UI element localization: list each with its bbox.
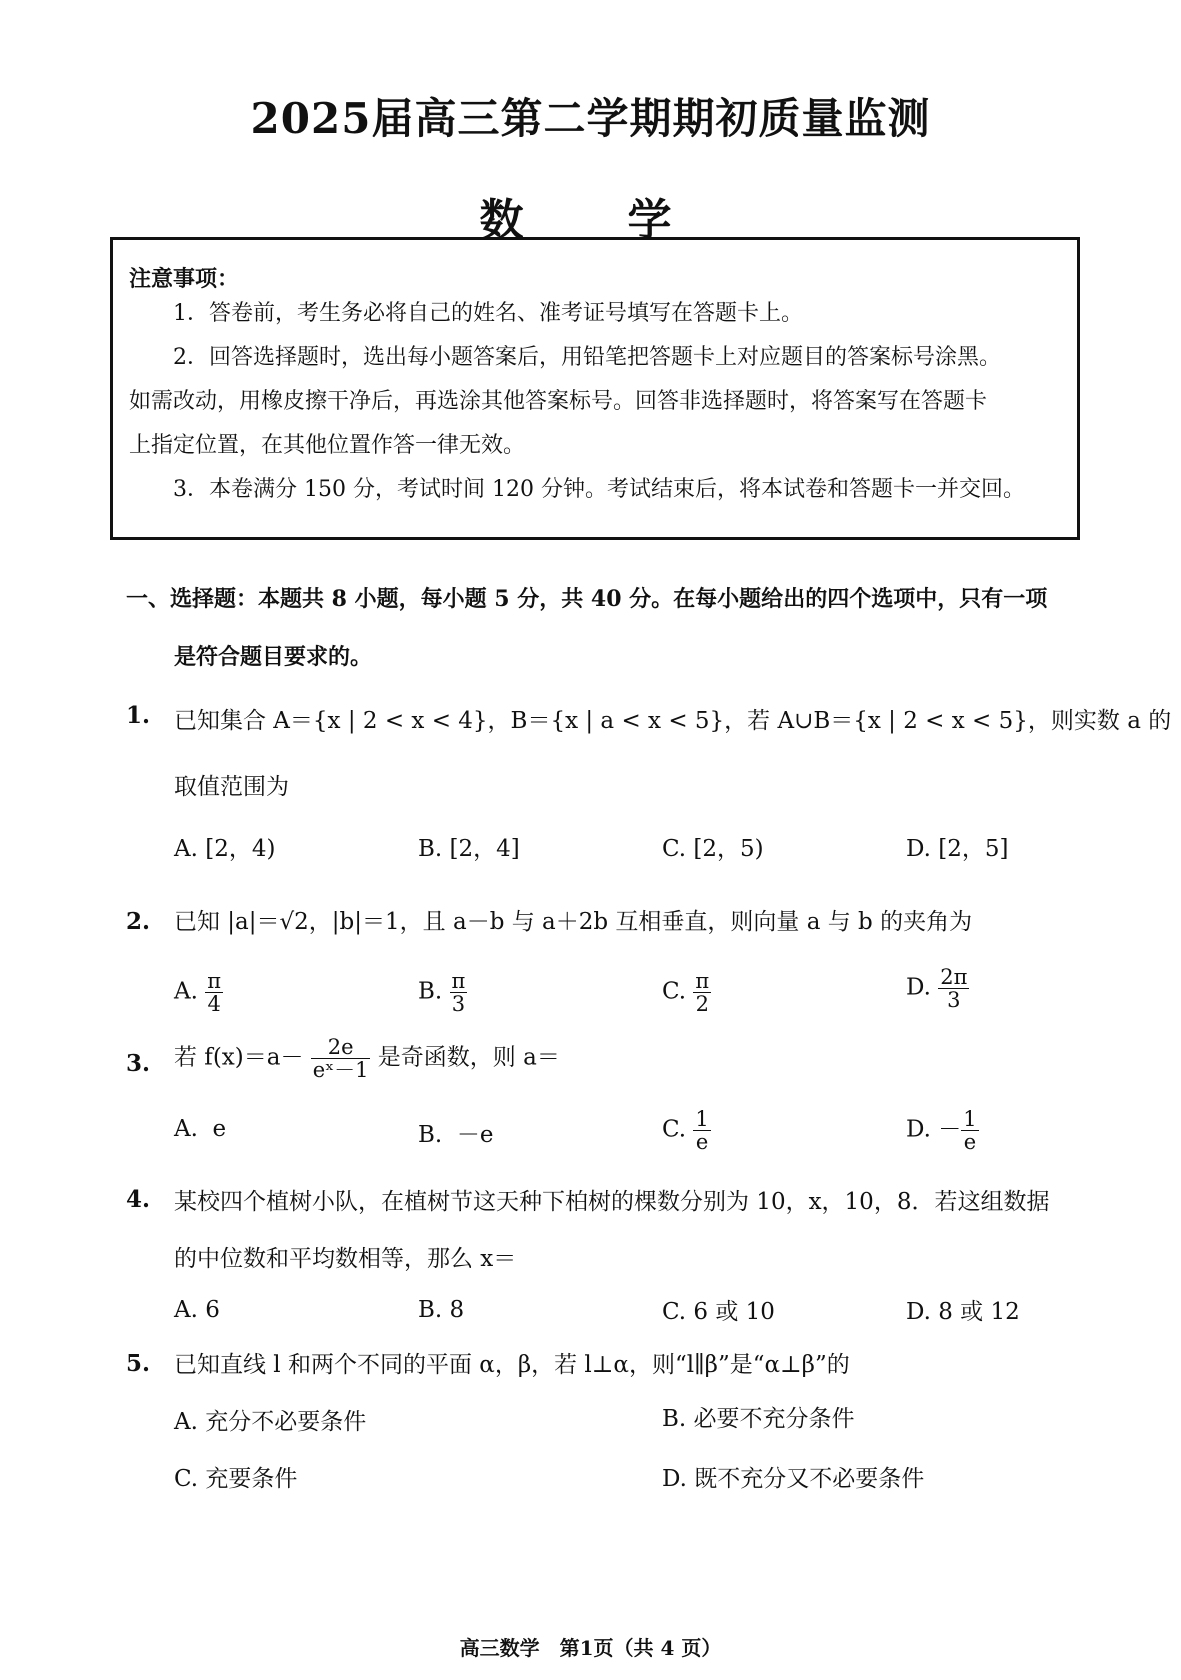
option-label: A.: [174, 978, 198, 1005]
notice-item: 1．答卷前，考生务必将自己的姓名、准考证号填写在答题卡上。: [173, 301, 803, 326]
option-a: A. 充分不必要条件: [174, 1409, 367, 1435]
option-label: B.: [418, 1122, 443, 1148]
page-footer: 高三数学 第1页（共 4 页）: [459, 1636, 722, 1660]
option-a: A. 6: [174, 1297, 220, 1323]
fraction: [693, 1108, 710, 1153]
option-c: C. 6 或 10: [662, 1299, 775, 1325]
fraction-numerator: 1: [695, 1107, 709, 1131]
option-c: [662, 970, 711, 1015]
question-number: 1.: [126, 702, 151, 729]
fraction-denominator: 4: [207, 992, 221, 1017]
option-c: C. [2，5): [662, 836, 764, 862]
question-text: 已知直线 l 和两个不同的平面 α，β，若 l⊥α，则“l∥β”是“α⊥β”的: [174, 1352, 850, 1378]
notice-item: 3．本卷满分 150 分，考试时间 120 分钟。考试结束后，将本试卷和答题卡一并交回。: [173, 477, 1025, 502]
fraction-denominator: 3: [451, 992, 466, 1017]
fraction: [311, 1036, 371, 1081]
option-b: B. [2，4]: [418, 836, 520, 862]
option-label: C.: [662, 1116, 687, 1143]
question-text: [174, 1036, 560, 1081]
question-text-cont: 的中位数和平均数相等，那么 x＝: [174, 1246, 517, 1272]
notice-item: 上指定位置，在其他位置作答一律无效。: [129, 433, 526, 458]
option-b: B. 8: [418, 1297, 465, 1323]
option-a: [174, 970, 223, 1015]
section-heading-cont: 是符合题目要求的。: [174, 644, 373, 670]
fraction: [961, 1108, 978, 1153]
option-d: D. [2，5]: [906, 836, 1009, 862]
fraction: [938, 966, 969, 1011]
option-d: [906, 1108, 979, 1153]
fraction-numerator: 2e: [311, 1036, 371, 1059]
option-label: B.: [418, 978, 443, 1005]
option-c: [662, 1108, 711, 1153]
fraction-denominator: e: [963, 1130, 977, 1155]
question-text: 某校四个植树小队，在植树节这天种下柏树的棵数分别为 10，x，10，8．若这组数据: [174, 1189, 1050, 1215]
fraction-numerator: π: [695, 969, 710, 993]
fraction-denominator: e: [695, 1130, 709, 1155]
option-d: D. 既不充分又不必要条件: [662, 1466, 925, 1492]
question-text-pre: 若 f(x)＝a－: [174, 1044, 304, 1071]
option-value: －e: [456, 1122, 494, 1148]
notice-title: 注意事项：: [129, 266, 240, 292]
option-c: C. 充要条件: [174, 1466, 298, 1492]
fraction-numerator: π: [207, 969, 222, 993]
option-b: [418, 970, 467, 1015]
fraction-numerator: 1: [963, 1107, 977, 1131]
notice-box: [110, 237, 1080, 540]
subject-title: 数 学: [479, 195, 702, 246]
question-number: 4.: [126, 1186, 151, 1213]
fraction-denominator: eˣ－1: [312, 1058, 369, 1083]
option-label: D.: [906, 1116, 931, 1143]
question-text: 已知 |a|＝√2，|b|＝1，且 a－b 与 a＋2b 互相垂直，则向量 a 与 b 的夹角为: [174, 909, 973, 935]
option-label: D.: [906, 974, 931, 1001]
question-text-post: 是奇函数，则 a＝: [377, 1044, 560, 1071]
fraction: [450, 970, 468, 1015]
option-value: e: [212, 1116, 227, 1142]
question-number: 2.: [126, 908, 151, 935]
option-label: C.: [662, 978, 687, 1005]
fraction: [205, 970, 223, 1015]
exam-title: 2025届高三第二学期期初质量监测: [250, 94, 931, 143]
notice-item: 2．回答选择题时，选出每小题答案后，用铅笔把答题卡上对应题目的答案标号涂黑。: [173, 345, 1001, 370]
fraction-denominator: 3: [947, 988, 961, 1013]
option-d: D. 8 或 12: [906, 1299, 1020, 1325]
option-b: B. 必要不充分条件: [662, 1406, 855, 1432]
question-text: 已知集合 A＝{x | 2 < x < 4}，B＝{x | a < x < 5}，若 A∪B＝{x | 2 < x < 5}，则实数 a 的: [174, 708, 1172, 734]
question-text-cont: 取值范围为: [174, 774, 289, 800]
option-b: [418, 1116, 493, 1149]
fraction-denominator: 2: [695, 992, 709, 1017]
fraction-numerator: π: [451, 969, 466, 993]
option-d: [906, 966, 969, 1011]
option-label: A.: [174, 1116, 198, 1142]
question-number: 3.: [126, 1050, 151, 1077]
option-a: [174, 1116, 226, 1142]
fraction: [693, 970, 711, 1015]
fraction-numerator: 2π: [940, 965, 968, 989]
notice-item: 如需改动，用橡皮擦干净后，再选涂其他答案标号。回答非选择题时，将答案写在答题卡: [129, 389, 988, 414]
section-heading: 一、选择题：本题共 8 小题，每小题 5 分，共 40 分。在每小题给出的四个选项中，只有一项: [126, 586, 1048, 612]
option-a: A. [2，4): [174, 836, 276, 862]
question-number: 5.: [126, 1350, 151, 1377]
option-sign: －: [938, 1116, 962, 1143]
